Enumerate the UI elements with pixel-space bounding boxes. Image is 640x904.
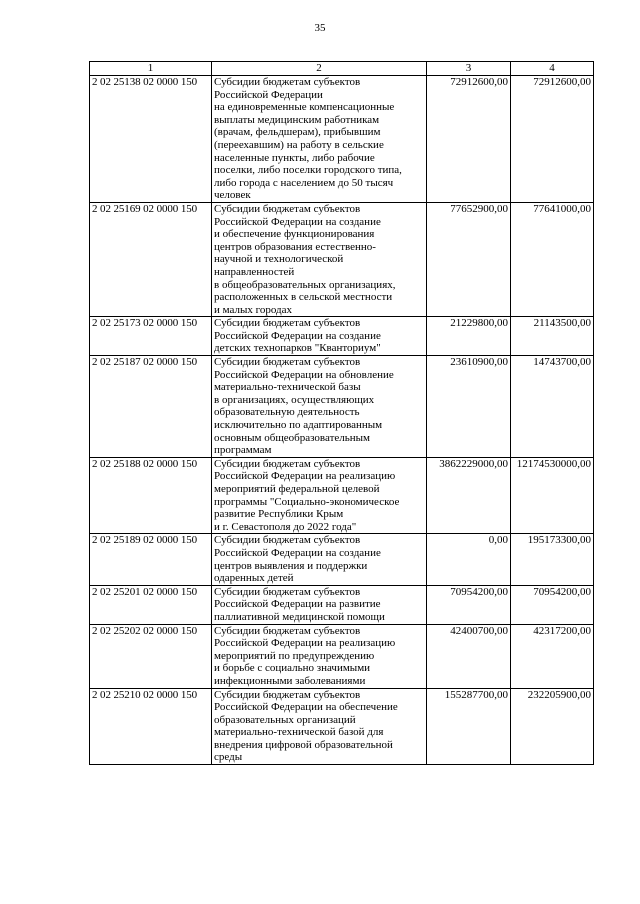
table-row — [90, 457, 594, 534]
budget-code-cell: 2 02 25138 02 0000 150 — [90, 76, 212, 203]
amount-col4-cell: 232205900,00 — [511, 688, 594, 765]
table-row — [90, 688, 594, 765]
column-header-2: 2 — [212, 62, 427, 76]
description-cell: Субсидии бюджетам субъектов Российской Федерации на развитие паллиативной медицинской помощи — [212, 585, 427, 624]
budget-code-cell: 2 02 25173 02 0000 150 — [90, 317, 212, 356]
table-row — [90, 76, 594, 203]
column-header-1: 1 — [90, 62, 212, 76]
amount-col3-cell: 0,00 — [427, 534, 511, 585]
budget-table — [89, 61, 594, 765]
description-cell: Субсидии бюджетам субъектов Российской Федерации на реализацию мероприятий по предупреждению и борьбе с социально значимыми инфекционными заболеваниями — [212, 624, 427, 688]
header-row — [90, 62, 594, 76]
amount-col4-cell: 195173300,00 — [511, 534, 594, 585]
table-row — [90, 356, 594, 458]
amount-col3-cell: 23610900,00 — [427, 356, 511, 458]
description-cell: Субсидии бюджетам субъектов Российской Федерации на создание центров выявления и поддержки одаренных детей — [212, 534, 427, 585]
amount-col3-cell: 77652900,00 — [427, 202, 511, 316]
amount-col4-cell: 42317200,00 — [511, 624, 594, 688]
table-row — [90, 202, 594, 316]
column-header-4: 4 — [511, 62, 594, 76]
amount-col3-cell: 155287700,00 — [427, 688, 511, 765]
amount-col4-cell: 21143500,00 — [511, 317, 594, 356]
table-row — [90, 317, 594, 356]
budget-code-cell: 2 02 25169 02 0000 150 — [90, 202, 212, 316]
description-cell: Субсидии бюджетам субъектов Российской Федерации на создание детских технопарков "Кванториум" — [212, 317, 427, 356]
budget-code-cell: 2 02 25202 02 0000 150 — [90, 624, 212, 688]
description-cell: Субсидии бюджетам субъектов Российской Федерации на обновление материально-технической базы в организациях, осуществляющих образовательную деятельность исключительно по адаптированным основным общеобразовательным программам — [212, 356, 427, 458]
column-header-3: 3 — [427, 62, 511, 76]
table-body — [90, 76, 594, 765]
budget-code-cell: 2 02 25188 02 0000 150 — [90, 457, 212, 534]
amount-col4-cell: 14743700,00 — [511, 356, 594, 458]
page-number: 35 — [314, 22, 326, 34]
table-row — [90, 585, 594, 624]
budget-code-cell: 2 02 25189 02 0000 150 — [90, 534, 212, 585]
description-cell: Субсидии бюджетам субъектов Российской Федерации на единовременные компенсационные выплаты медицинским работникам (врачам, фельдшерам), прибывшим (переехавшим) на работу в сельские населенные пункты, либо рабочие поселки, либо поселки городского типа, либо города с населением до 50 тысяч человек — [212, 76, 427, 203]
amount-col3-cell: 72912600,00 — [427, 76, 511, 203]
budget-code-cell: 2 02 25210 02 0000 150 — [90, 688, 212, 765]
budget-code-cell: 2 02 25201 02 0000 150 — [90, 585, 212, 624]
amount-col4-cell: 70954200,00 — [511, 585, 594, 624]
amount-col3-cell: 42400700,00 — [427, 624, 511, 688]
table-header — [90, 62, 594, 76]
amount-col4-cell: 72912600,00 — [511, 76, 594, 203]
table-row — [90, 624, 594, 688]
amount-col4-cell: 77641000,00 — [511, 202, 594, 316]
description-cell: Субсидии бюджетам субъектов Российской Федерации на создание и обеспечение функционирования центров образования естественно- научной и технологической направленностей в общеобразовательных организациях, расположенных в сельской местности и малых городах — [212, 202, 427, 316]
description-cell: Субсидии бюджетам субъектов Российской Федерации на обеспечение образовательных организаций материально-технической базой для внедрения цифровой образовательной среды — [212, 688, 427, 765]
table-row — [90, 534, 594, 585]
budget-code-cell: 2 02 25187 02 0000 150 — [90, 356, 212, 458]
amount-col3-cell: 70954200,00 — [427, 585, 511, 624]
description-cell: Субсидии бюджетам субъектов Российской Федерации на реализацию мероприятий федеральной целевой программы "Социально-экономическое развитие Республики Крым и г. Севастополя до 2022 года" — [212, 457, 427, 534]
amount-col3-cell: 3862229000,00 — [427, 457, 511, 534]
amount-col3-cell: 21229800,00 — [427, 317, 511, 356]
amount-col4-cell: 12174530000,00 — [511, 457, 594, 534]
